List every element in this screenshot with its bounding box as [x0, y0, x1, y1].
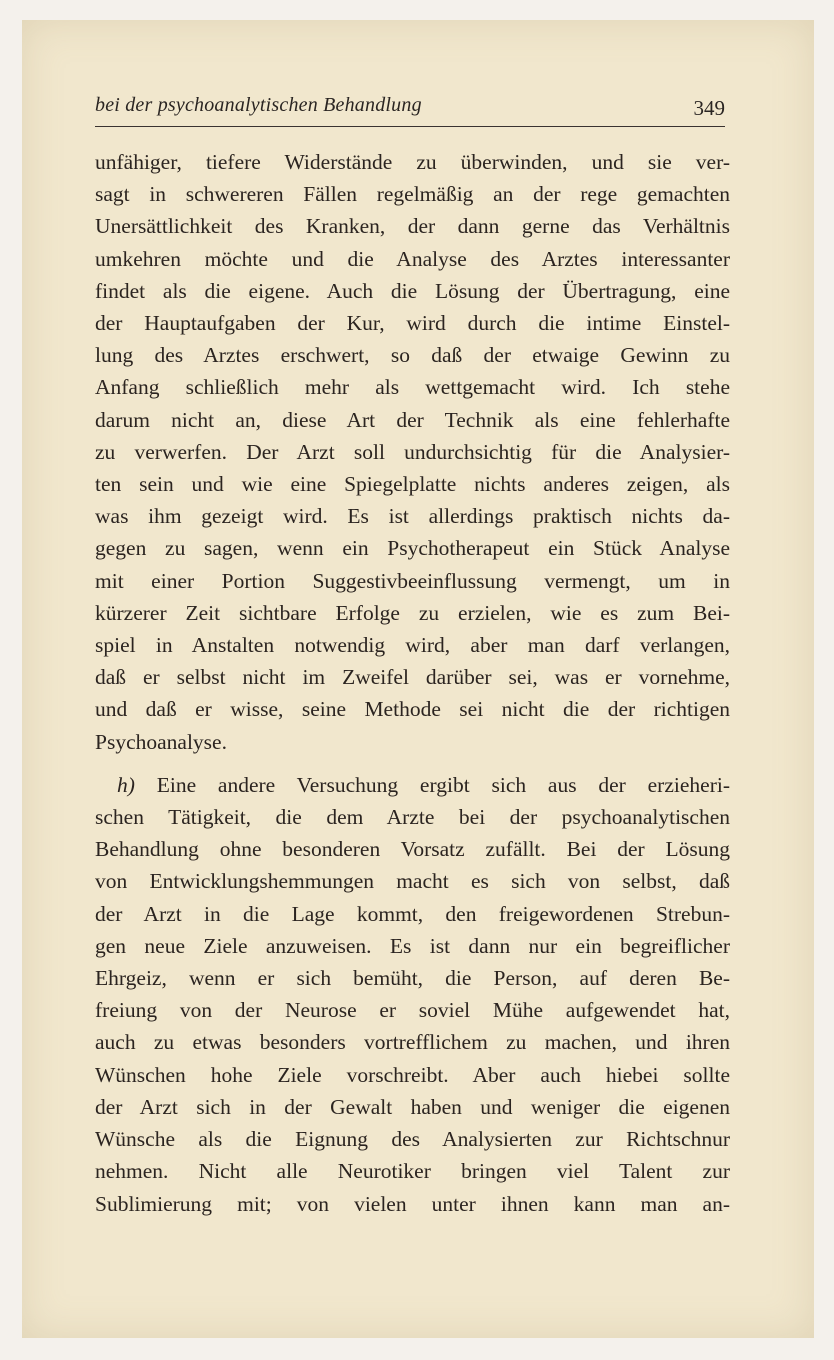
- text-line: unfähiger, tiefere Widerstände zu überwinden, und sie ver-: [95, 150, 730, 174]
- text-line: umkehren möchte und die Analyse des Arztes interessanter: [95, 246, 730, 271]
- text-line: ten sein und wie eine Spiegelplatte nichts anderes zeigen, als: [95, 472, 730, 497]
- text-line: Sublimierung mit; von vielen unter ihnen kann man an-: [95, 1191, 730, 1216]
- text-line: gegen zu sagen, wenn ein Psychotherapeut ein Stück Analyse: [95, 536, 730, 561]
- header-rule: [95, 126, 725, 127]
- text-line: kürzerer Zeit sichtbare Erfolge zu erzielen, wie es zum Bei-: [95, 600, 730, 625]
- running-title: bei der psychoanalytischen Behandlung: [95, 94, 422, 116]
- text-line: Psychoanalyse.: [95, 729, 227, 754]
- body-text: [95, 146, 730, 1220]
- text-line: lung des Arztes erschwert, so daß der etwaige Gewinn zu: [95, 343, 730, 368]
- text-line: daß er selbst nicht im Zweifel darüber sei, was er vornehme,: [95, 665, 730, 690]
- page-number: 349: [693, 96, 725, 120]
- text-line: Behandlung ohne besonderen Vorsatz zufällt. Bei der Lösung: [95, 837, 730, 862]
- text-line: von Entwicklungshemmungen macht es sich von selbst, daß: [95, 869, 730, 894]
- paragraph-2: [95, 769, 730, 1220]
- text-line: spiel in Anstalten notwendig wird, aber man darf verlangen,: [95, 633, 730, 658]
- text-line: mit einer Portion Suggestivbeeinflussung vermengt, um in: [95, 568, 730, 593]
- text-line: Anfang schließlich mehr als wettgemacht wird. Ich stehe: [95, 375, 730, 400]
- text-line: Unersättlichkeit des Kranken, der dann gerne das Verhältnis: [95, 214, 730, 239]
- text-line: was ihm gezeigt wird. Es ist allerdings praktisch nichts da-: [95, 504, 730, 529]
- text-line: der Arzt sich in der Gewalt haben und weniger die eigenen: [95, 1094, 730, 1119]
- paragraph-1: [95, 146, 730, 758]
- text-line: der Arzt in die Lage kommt, den freigewordenen Strebun-: [95, 901, 730, 926]
- paragraph-label: h): [117, 772, 135, 797]
- text-line: darum nicht an, diese Art der Technik als eine fehlerhafte: [95, 407, 730, 432]
- text-line: auch zu etwas besonders vortrefflichem zu machen, und ihren: [95, 1030, 730, 1055]
- text-line: [95, 769, 730, 801]
- text-line: Ehrgeiz, wenn er sich bemüht, die Person, auf deren Be-: [95, 966, 730, 991]
- text-line: findet als die eigene. Auch die Lösung der Übertragung, eine: [95, 278, 730, 303]
- text-line: zu verwerfen. Der Arzt soll undurchsichtig für die Analysier-: [95, 439, 730, 464]
- text-line: sagt in schwereren Fällen regelmäßig an der rege gemachten: [95, 182, 730, 207]
- text-line: freiung von der Neurose er soviel Mühe aufgewendet hat,: [95, 998, 730, 1023]
- text-line: Wünschen hohe Ziele vorschreibt. Aber auch hiebei sollte: [95, 1062, 730, 1087]
- text-line: gen neue Ziele anzuweisen. Es ist dann nur ein begreiflicher: [95, 933, 730, 958]
- page-header: [95, 94, 725, 130]
- text-line: Wünsche als die Eignung des Analysierten zur Richtschnur: [95, 1127, 730, 1152]
- text-line: der Hauptaufgaben der Kur, wird durch die intime Einstel-: [95, 311, 730, 336]
- text-line: schen Tätigkeit, die dem Arzte bei der psychoanalytischen: [95, 805, 730, 830]
- text-line-content: Eine andere Versuchung ergibt sich aus der erzieheri-: [134, 772, 730, 797]
- text-line: nehmen. Nicht alle Neurotiker bringen viel Talent zur: [95, 1159, 730, 1184]
- text-line: und daß er wisse, seine Methode sei nicht die der richtigen: [95, 697, 730, 722]
